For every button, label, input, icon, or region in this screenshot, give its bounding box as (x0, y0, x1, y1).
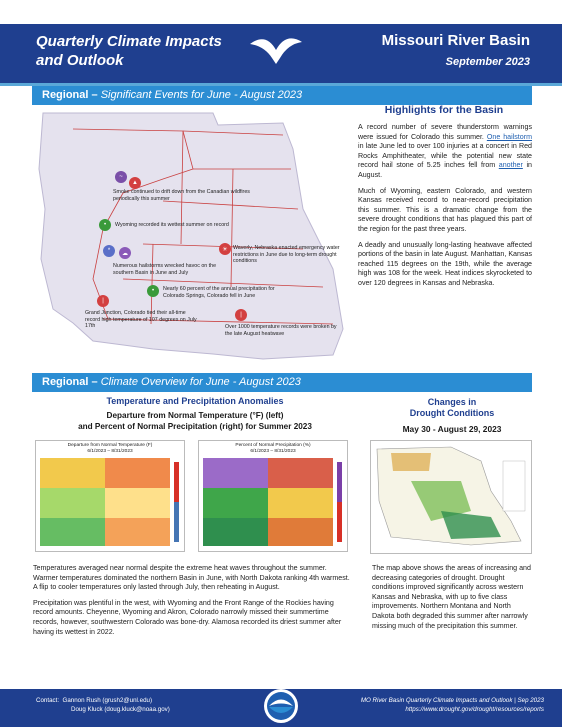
drought-icon: ☀ (219, 243, 231, 255)
event-heatwave: Over 1000 temperature records were broken by the late August heatwave (225, 324, 337, 337)
contact-block: Contact: Gannon Rush (grush2@unl.edu) Doug Kluck (doug.kluck@noaa.gov) (36, 697, 170, 713)
drought-change-map (370, 440, 532, 554)
overview-body (33, 564, 351, 643)
thermometer-icon: | (97, 295, 109, 307)
prcp-map-caption: Percent of Normal Precipitation (%) 6/1/2023 – 8/31/2023 (235, 443, 311, 454)
drought-date-range: May 30 - August 29, 2023 (402, 424, 502, 434)
anomalies-title: Temperature and Precipitation Anomalies (106, 396, 284, 406)
band-subtitle: Significant Events for June - August 2023 (100, 89, 303, 101)
event-wyoming: Wyoming recorded its wettest summer on record (115, 222, 229, 228)
fire-icon: ▲ (129, 177, 141, 189)
section-band-overview (32, 373, 532, 392)
footer-info: MO River Basin Quarterly Climate Impacts and Outlook | Sep 2023 https://www.drought.gov/drought/resources/reports (360, 697, 544, 713)
title-line-2: and Outlook (36, 52, 124, 69)
report-title (36, 32, 222, 70)
hail-icon: * (103, 245, 115, 257)
smoke-icon: ~ (115, 171, 127, 183)
temp-map-graphic (36, 454, 184, 552)
overview-p1: Temperatures averaged near normal despite the extreme heat waves throughout the summer. Warmer temperatures dominated the northern Basin in June, with North Dakota ranking 4th warmest. A flip to cooler temperatures only lasted through July, then reheating in August. (33, 564, 350, 592)
report-date: September 2023 (445, 56, 530, 68)
highlights-p3: A deadly and unusually long-lasting heatwave affected portions of the basin in late August. Manhattan, Kansas reached 115 degrees on the 19th, while the average high was 108 for the week. Heat indices skyrocketed to over 120 degrees in Kansas and Nebraska. (358, 240, 532, 287)
reports-url[interactable]: https://www.drought.gov/drought/resources/reports (405, 705, 544, 713)
highlights-title: Highlights for the Basin (384, 104, 504, 116)
contact-2: Doug Kluck (doug.kluck@noaa.gov) (71, 705, 170, 713)
hail-cloud-icon: ☁ (119, 247, 131, 259)
temp-map-caption: Departure from Normal Temperature (F) 6/1/2023 – 8/31/2023 (67, 443, 153, 454)
band-label: Regional – (42, 89, 98, 101)
rain-icon-co: • (147, 285, 159, 297)
event-colorado-springs: Nearly 60 percent of the annual precipitation for Colorado Springs, Colorado fell in June (163, 286, 275, 299)
drought-description: The map above shows the areas of increasing and decreasing categories of drought. Drought conditions improved significantly across western Kansas and Nebraska, with up to five class improvements. Northern Montana and North Dakota both degraded this summer after narrowly missing much of the precipitation this summer. (372, 564, 531, 630)
another-link[interactable]: another (498, 161, 523, 170)
overview-p2: Precipitation was plentiful in the west, with Wyoming and the Front Range of the Rockies having record amounts. Cheyenne, Wyoming and Akron, Colorado narrowly missed their summertime records, however, southwestern Colorado was bone-dry. Alamosa recorded its driest summer after having its wettest in 2022. (33, 598, 342, 636)
highlights-body (358, 123, 532, 295)
band-label-2: Regional – (42, 376, 98, 388)
prcp-map-graphic (199, 454, 347, 552)
highlights-p2: Much of Wyoming, eastern Colorado, and western Kansas received record to near-record precipitation this summer. This is a dramatic change from the severe drought conditions that has plagued this part of the region for the past three years. (358, 186, 532, 233)
event-grand-junction: Grand Junction, Colorado tied their all-time record high temperature of 107 degrees on July 17th (85, 310, 197, 329)
noaa-logo-icon (264, 689, 298, 723)
precipitation-anomaly-map (198, 440, 348, 552)
drought-map-graphic (371, 441, 531, 553)
rain-icon: • (99, 219, 111, 231)
temperature-anomaly-map (35, 440, 185, 552)
band-subtitle-2: Climate Overview for June - August 2023 (100, 376, 301, 388)
title-line-1: Quarterly Climate Impacts (36, 33, 222, 50)
highlights-p1: A record number of severe thunderstorm warnings were issued for Colorado this summer. One hailstorm in late June led to over 100 injuries at a concert in Red Rocks Amphitheater, while the potential new state record hail stone of 5.25 inches fell from another in August. (358, 123, 532, 179)
events-map (33, 109, 351, 369)
contact-1: Gannon Rush (grush2@unl.edu) (62, 697, 153, 704)
anomalies-subtitle: Departure from Normal Temperature (°F) (left) and Percent of Normal Precipitation (right) for Summer 2023 (78, 411, 312, 431)
hailstorm-link[interactable]: One hailstorm (486, 132, 532, 141)
event-smoke: Smoke continued to drift down from the Canadian wildfires periodically this summer (113, 189, 250, 202)
drought-title: Changes in Drought Conditions (409, 397, 495, 418)
header-banner (0, 24, 562, 86)
bird-logo-icon (246, 30, 306, 70)
event-waverly: Waverly, Nebraska enacted emergency water restrictions in June due to long-term drought conditions (233, 245, 340, 264)
section-band-events (32, 86, 532, 105)
region-name: Missouri River Basin (381, 32, 530, 49)
thermometer-icon-2: | (235, 309, 247, 321)
event-hail: Numerous hailstorms wrecked havoc on the southern Basin in June and July (113, 263, 217, 276)
